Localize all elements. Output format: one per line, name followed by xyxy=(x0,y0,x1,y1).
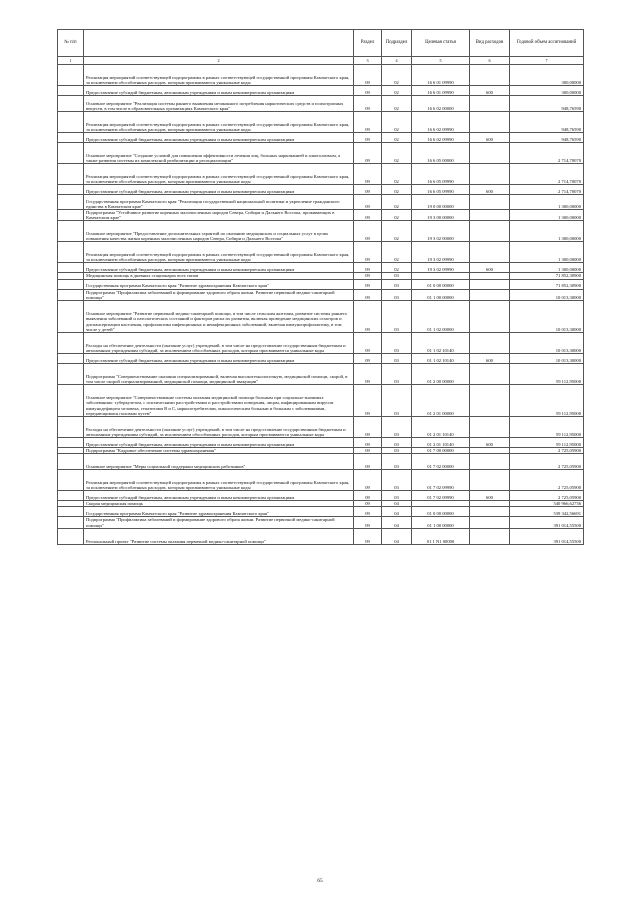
row-article: 16 6 05 09990 xyxy=(412,185,470,195)
row-index xyxy=(58,86,84,96)
row-razdel: 09 xyxy=(354,517,382,528)
row-sum: 10 013,30000 xyxy=(510,289,584,300)
table-row xyxy=(58,470,584,491)
row-article: 01 2 01 10140 xyxy=(412,438,470,448)
row-sum: 300,00000 xyxy=(510,65,584,86)
row-podrazdel: 03 xyxy=(382,448,412,454)
row-index xyxy=(58,528,84,544)
row-razdel: 09 xyxy=(354,454,382,470)
table-row xyxy=(58,507,584,517)
row-razdel: 09 xyxy=(354,65,382,86)
row-sum: 948,76590 xyxy=(510,133,584,143)
row-vid: 600 xyxy=(470,438,510,448)
row-article: 01 2 01 00000 xyxy=(412,385,470,417)
row-razdel: 09 xyxy=(354,364,382,385)
row-index xyxy=(58,242,84,263)
row-podrazdel: 03 xyxy=(382,385,412,417)
row-name: Предоставление субсидий бюджетным, автономным учреждениям и иным некоммерческим организациям xyxy=(84,185,354,195)
row-name: Основное мероприятие "Реализация системы раннего выявления незаконного потребления наркотических средств и психотропных веществ, в том числе в образовательных организациях Камчатского края" xyxy=(84,96,354,112)
table-row xyxy=(58,491,584,501)
row-razdel: 09 xyxy=(354,354,382,364)
row-vid xyxy=(470,507,510,517)
row-article: 01 1 00 00000 xyxy=(412,289,470,300)
row-vid: 600 xyxy=(470,354,510,364)
row-name: Предоставление субсидий бюджетным, автономным учреждениям и иным некоммерческим организациям xyxy=(84,491,354,501)
row-razdel: 09 xyxy=(354,448,382,454)
table-row xyxy=(58,96,584,112)
row-razdel: 09 xyxy=(354,96,382,112)
table-row xyxy=(58,385,584,417)
row-article: 01 1 N1 00000 xyxy=(412,528,470,544)
table-row xyxy=(58,185,584,195)
header-sum: Годовой объем ассигнований xyxy=(510,30,584,57)
row-index xyxy=(58,185,84,195)
row-index xyxy=(58,65,84,86)
row-name: Предоставление субсидий бюджетным, автономным учреждениям и иным некоммерческим организациям xyxy=(84,354,354,364)
row-razdel: 09 xyxy=(354,164,382,185)
table-row xyxy=(58,454,584,470)
table-row xyxy=(58,354,584,364)
row-name: Медицинская помощь в дневных стационарах всех типов xyxy=(84,273,354,279)
row-sum: 59 112,95000 xyxy=(510,385,584,417)
table-row xyxy=(58,195,584,210)
row-razdel: 09 xyxy=(354,289,382,300)
row-index xyxy=(58,164,84,185)
row-name: Предоставление субсидий бюджетным, автономным учреждениям и иным некоммерческим организациям xyxy=(84,438,354,448)
row-index xyxy=(58,507,84,517)
row-razdel: 09 xyxy=(354,195,382,210)
table-row xyxy=(58,263,584,273)
table-row xyxy=(58,528,584,544)
table-row xyxy=(58,143,584,164)
row-vid xyxy=(470,385,510,417)
budget-table-sheet xyxy=(57,29,583,545)
table-row xyxy=(58,210,584,221)
row-podrazdel: 04 xyxy=(382,517,412,528)
row-sum: 59 112,95000 xyxy=(510,417,584,438)
row-razdel: 09 xyxy=(354,242,382,263)
row-index xyxy=(58,517,84,528)
table-row xyxy=(58,86,584,96)
row-razdel: 09 xyxy=(354,491,382,501)
row-sum: 10 013,30000 xyxy=(510,333,584,354)
table-row xyxy=(58,301,584,333)
table-row xyxy=(58,517,584,528)
row-podrazdel: 04 xyxy=(382,501,412,507)
row-podrazdel: 03 xyxy=(382,289,412,300)
row-sum: 71 852,30900 xyxy=(510,273,584,279)
row-sum: 10 013,30000 xyxy=(510,354,584,364)
row-vid xyxy=(470,364,510,385)
header-idx: № п/п xyxy=(58,30,84,57)
row-name: Государственная программа Камчатского края "Развитие здравоохранения Камчатского края" xyxy=(84,279,354,289)
row-article: 19 3 00 00000 xyxy=(412,210,470,221)
row-index xyxy=(58,491,84,501)
row-podrazdel: 03 xyxy=(382,417,412,438)
row-sum: 948,76590 xyxy=(510,96,584,112)
header-podrazdel: Подраздел xyxy=(382,30,412,57)
row-article: 01 7 02 09990 xyxy=(412,470,470,491)
row-sum: 10 013,30000 xyxy=(510,301,584,333)
row-razdel: 09 xyxy=(354,507,382,517)
row-index xyxy=(58,364,84,385)
row-razdel: 09 xyxy=(354,279,382,289)
header-num-4: 4 xyxy=(382,57,412,65)
row-name: Расходы на обеспечение деятельности (оказание услуг) учреждений, в том числе на предоставление государственным бюджетным и автономным учреждениям субсидий, за исключением обособленных расходов, которым присваиваются уникальные коды xyxy=(84,333,354,354)
row-sum: 1 300,00000 xyxy=(510,210,584,221)
row-podrazdel: 02 xyxy=(382,96,412,112)
row-article: 16 6 02 09990 xyxy=(412,133,470,143)
row-article: 16 6 02 00000 xyxy=(412,96,470,112)
row-sum: 1 300,00000 xyxy=(510,242,584,263)
table-row xyxy=(58,438,584,448)
row-index xyxy=(58,263,84,273)
row-index xyxy=(58,195,84,210)
row-article: 01 7 02 00000 xyxy=(412,454,470,470)
row-vid: 600 xyxy=(470,185,510,195)
row-sum: 71 852,30900 xyxy=(510,279,584,289)
row-article: 16 6 01 09990 xyxy=(412,86,470,96)
row-podrazdel: 02 xyxy=(382,143,412,164)
row-article: 19 0 00 00000 xyxy=(412,195,470,210)
row-name: Реализация мероприятий соответствующей подпрограммы в рамках соответствующей государственной программы Камчатского края, за исключением обособленных расходов, которым присваиваются уникальные коды xyxy=(84,470,354,491)
row-index xyxy=(58,470,84,491)
row-vid xyxy=(470,164,510,185)
row-podrazdel: 02 xyxy=(382,185,412,195)
row-name: Основное мероприятие "Предоставление дополнительных гарантий по оказанию медицинских и социальных услуг в целях повышения качества жизни коренных малочисленных народов Севера, Сибири и Дальнего Востока" xyxy=(84,221,354,242)
row-vid xyxy=(470,112,510,133)
row-razdel: 09 xyxy=(354,333,382,354)
row-podrazdel: 03 xyxy=(382,354,412,364)
row-podrazdel: 03 xyxy=(382,364,412,385)
row-name: Подпрограмма "Устойчивое развитие коренных малочисленных народов Севера, Сибири и Дальнего Востока, проживающих в Камчатском крае" xyxy=(84,210,354,221)
row-razdel: 09 xyxy=(354,86,382,96)
row-podrazdel: 02 xyxy=(382,86,412,96)
row-index xyxy=(58,96,84,112)
table-body xyxy=(58,65,584,545)
row-vid xyxy=(470,333,510,354)
header-name xyxy=(84,30,354,57)
page-number: 65 xyxy=(317,878,323,884)
row-article: 19 3 02 09990 xyxy=(412,242,470,263)
row-name: Расходы на обеспечение деятельности (оказание услуг) учреждений, в том числе на предоставление государственным бюджетным и автономным учреждениям субсидий, за исключением обособленных расходов, которым присваиваются уникальные коды xyxy=(84,417,354,438)
header-num-6: 6 xyxy=(470,57,510,65)
row-razdel: 09 xyxy=(354,185,382,195)
row-sum: 540 966,62736 xyxy=(510,501,584,507)
row-podrazdel: 02 xyxy=(382,195,412,210)
row-razdel: 09 xyxy=(354,417,382,438)
row-sum: 59 112,95000 xyxy=(510,364,584,385)
header-num-1: 1 xyxy=(58,57,84,65)
row-index xyxy=(58,221,84,242)
row-index xyxy=(58,385,84,417)
table-row xyxy=(58,65,584,86)
row-name: Основное мероприятие "Создание условий для повышения эффективности лечения лиц, больных наркоманией и алкоголизмом, а также развития системы их комплексной реабилитации и ресоциализации" xyxy=(84,143,354,164)
row-name: Реализация мероприятий соответствующей подпрограммы в рамках соответствующей государственной программы Камчатского края, за исключением обособленных расходов, которым присваиваются уникальные коды xyxy=(84,65,354,86)
table-row xyxy=(58,279,584,289)
table-row xyxy=(58,133,584,143)
row-name: Региональный проект "Развитие системы оказания первичной медико-санитарной помощи" xyxy=(84,528,354,544)
row-sum: 2 725,05900 xyxy=(510,454,584,470)
row-article: 16 6 01 09990 xyxy=(412,65,470,86)
row-article: 01 1 00 00000 xyxy=(412,517,470,528)
row-razdel: 09 xyxy=(354,273,382,279)
row-podrazdel: 03 xyxy=(382,273,412,279)
row-sum: 2 714,70070 xyxy=(510,143,584,164)
row-podrazdel: 04 xyxy=(382,507,412,517)
row-sum: 1 300,00000 xyxy=(510,263,584,273)
row-name: Подпрограмма "Совершенствование оказания специализированной, включая высокотехнологичную, медицинской помощи, скорой, в том числе скорой специализированной, медицинской помощи, медицинской эвакуации" xyxy=(84,364,354,385)
row-index xyxy=(58,333,84,354)
row-name: Основное мероприятие "Развитие первичной медико-санитарной помощи, в том числе сельским жителям, развитие системы раннего выявления заболеваний и патологических состояний и факторов риска их развития, включая проведение медицинских осмотров и диспансеризации населения, профилактика инфекционных и неинфекционных заболеваний, включая иммунопрофилактику, в том числе у детей" xyxy=(84,301,354,333)
row-vid xyxy=(470,242,510,263)
row-podrazdel: 03 xyxy=(382,279,412,289)
row-name: Реализация мероприятий соответствующей подпрограммы в рамках соответствующей государственной программы Камчатского края, за исключением обособленных расходов, которым присваиваются уникальные коды xyxy=(84,164,354,185)
row-article: 16 6 05 09990 xyxy=(412,164,470,185)
row-podrazdel: 02 xyxy=(382,164,412,185)
row-sum: 948,76590 xyxy=(510,112,584,133)
row-article: 19 3 02 00000 xyxy=(412,221,470,242)
row-index xyxy=(58,354,84,364)
table-row xyxy=(58,289,584,300)
row-vid xyxy=(470,221,510,242)
header-num-2: 2 xyxy=(84,57,354,65)
row-podrazdel: 03 xyxy=(382,301,412,333)
row-name: Основное мероприятие "Совершенствование системы оказания медицинской помощи больным при социально-значимых заболеваниях: туберкулезом, с психическими расстройствами и расстройствами поведения, лицам, инфицированным вирусом иммунодефицита человека, гепатитами В и С, наркопотребителям, онкологическим больным и больным с заболеваниями, передающимися половым путем" xyxy=(84,385,354,417)
row-article: 01 0 00 00000 xyxy=(412,507,470,517)
row-podrazdel: 02 xyxy=(382,133,412,143)
row-razdel: 09 xyxy=(354,528,382,544)
row-index xyxy=(58,301,84,333)
row-article: 16 6 05 00000 xyxy=(412,143,470,164)
row-vid xyxy=(470,454,510,470)
table-row xyxy=(58,364,584,385)
row-sum: 391 014,55500 xyxy=(510,528,584,544)
row-razdel: 09 xyxy=(354,301,382,333)
row-sum: 2 714,70070 xyxy=(510,185,584,195)
budget-table xyxy=(57,29,584,545)
table-row xyxy=(58,242,584,263)
row-vid xyxy=(470,528,510,544)
row-podrazdel: 02 xyxy=(382,221,412,242)
row-name: Подпрограмма "Профилактика заболеваний и формирование здорового образа жизни. Развитие первичной медико-санитарной помощи" xyxy=(84,289,354,300)
row-name: Государственная программа Камчатского края "Развитие здравоохранения Камчатского края" xyxy=(84,507,354,517)
row-index xyxy=(58,143,84,164)
row-name: Подпрограмма "Профилактика заболеваний и формирование здорового образа жизни. Развитие первичной медико-санитарной помощи" xyxy=(84,517,354,528)
row-razdel: 09 xyxy=(354,143,382,164)
row-sum: 1 300,00000 xyxy=(510,221,584,242)
row-article: 01 1 02 10140 xyxy=(412,354,470,364)
row-vid xyxy=(470,301,510,333)
header-num-5: 5 xyxy=(412,57,470,65)
row-vid xyxy=(470,143,510,164)
row-sum: 391 014,55500 xyxy=(510,517,584,528)
header-num-7: 7 xyxy=(510,57,584,65)
row-sum: 300,00000 xyxy=(510,86,584,96)
row-name: Скорая медицинская помощь xyxy=(84,501,354,507)
row-sum: 539 342,56691 xyxy=(510,507,584,517)
row-article: 01 1 02 10140 xyxy=(412,333,470,354)
row-name: Государственная программа Камчатского края "Реализация государственной национальной политики и укрепление гражданского единства в Камчатском крае" xyxy=(84,195,354,210)
table-row xyxy=(58,112,584,133)
row-article: 01 7 00 00000 xyxy=(412,448,470,454)
row-vid xyxy=(470,470,510,491)
row-vid: 600 xyxy=(470,263,510,273)
row-article: 01 0 00 00000 xyxy=(412,279,470,289)
row-vid xyxy=(470,96,510,112)
row-index xyxy=(58,438,84,448)
row-article: 01 2 01 10140 xyxy=(412,417,470,438)
row-index xyxy=(58,417,84,438)
row-article: 01 2 00 00000 xyxy=(412,364,470,385)
row-podrazdel: 02 xyxy=(382,65,412,86)
row-article: 01 1 02 00000 xyxy=(412,301,470,333)
row-razdel: 09 xyxy=(354,470,382,491)
row-sum: 1 300,00000 xyxy=(510,195,584,210)
row-vid xyxy=(470,65,510,86)
row-podrazdel: 02 xyxy=(382,112,412,133)
row-article: 01 7 02 09990 xyxy=(412,491,470,501)
row-podrazdel: 03 xyxy=(382,491,412,501)
row-sum: 2 714,70070 xyxy=(510,164,584,185)
row-sum: 2 725,05900 xyxy=(510,470,584,491)
row-podrazdel: 02 xyxy=(382,210,412,221)
row-razdel: 09 xyxy=(354,210,382,221)
row-vid: 600 xyxy=(470,86,510,96)
row-index xyxy=(58,210,84,221)
row-podrazdel: 03 xyxy=(382,454,412,470)
table-row xyxy=(58,417,584,438)
row-name: Предоставление субсидий бюджетным, автономным учреждениям и иным некоммерческим организациям xyxy=(84,263,354,273)
table-row xyxy=(58,164,584,185)
header-num-3: 3 xyxy=(354,57,382,65)
table-header xyxy=(58,30,584,65)
row-vid xyxy=(470,417,510,438)
row-index xyxy=(58,133,84,143)
row-podrazdel: 02 xyxy=(382,242,412,263)
row-vid xyxy=(470,517,510,528)
row-vid xyxy=(470,210,510,221)
row-vid: 600 xyxy=(470,133,510,143)
row-vid: 600 xyxy=(470,491,510,501)
row-index xyxy=(58,112,84,133)
row-sum: 59 112,95000 xyxy=(510,438,584,448)
table-row xyxy=(58,333,584,354)
row-vid xyxy=(470,279,510,289)
row-name: Реализация мероприятий соответствующей подпрограммы в рамках соответствующей государственной программы Камчатского края, за исключением обособленных расходов, которым присваиваются уникальные коды xyxy=(84,242,354,263)
row-podrazdel: 03 xyxy=(382,333,412,354)
row-index xyxy=(58,289,84,300)
row-name: Основное мероприятие "Меры социальной поддержки медицинских работников" xyxy=(84,454,354,470)
row-razdel: 09 xyxy=(354,263,382,273)
row-name: Предоставление субсидий бюджетным, автономным учреждениям и иным некоммерческим организациям xyxy=(84,133,354,143)
row-podrazdel: 02 xyxy=(382,263,412,273)
row-vid xyxy=(470,195,510,210)
row-name: Предоставление субсидий бюджетным, автономным учреждениям и иным некоммерческим организациям xyxy=(84,86,354,96)
header-razdel: Раздел xyxy=(354,30,382,57)
row-podrazdel: 03 xyxy=(382,470,412,491)
table-row xyxy=(58,221,584,242)
row-name: Реализация мероприятий соответствующей подпрограммы в рамках соответствующей государственной программы Камчатского края, за исключением обособленных расходов, которым присваиваются уникальные коды xyxy=(84,112,354,133)
row-index xyxy=(58,279,84,289)
row-name: Подпрограмма "Кадровое обеспечение системы здравоохранения" xyxy=(84,448,354,454)
row-index xyxy=(58,454,84,470)
row-razdel: 09 xyxy=(354,438,382,448)
row-sum: 2 725,05900 xyxy=(510,491,584,501)
row-podrazdel: 04 xyxy=(382,528,412,544)
row-article: 16 6 02 09990 xyxy=(412,112,470,133)
row-sum: 2 725,05900 xyxy=(510,448,584,454)
header-vid: Вид расходов xyxy=(470,30,510,57)
header-article: Целевая статья xyxy=(412,30,470,57)
row-razdel: 09 xyxy=(354,221,382,242)
row-razdel: 09 xyxy=(354,501,382,507)
row-razdel: 09 xyxy=(354,112,382,133)
row-article: 19 3 02 09990 xyxy=(412,263,470,273)
row-razdel: 09 xyxy=(354,385,382,417)
row-podrazdel: 03 xyxy=(382,438,412,448)
row-vid xyxy=(470,289,510,300)
row-razdel: 09 xyxy=(354,133,382,143)
